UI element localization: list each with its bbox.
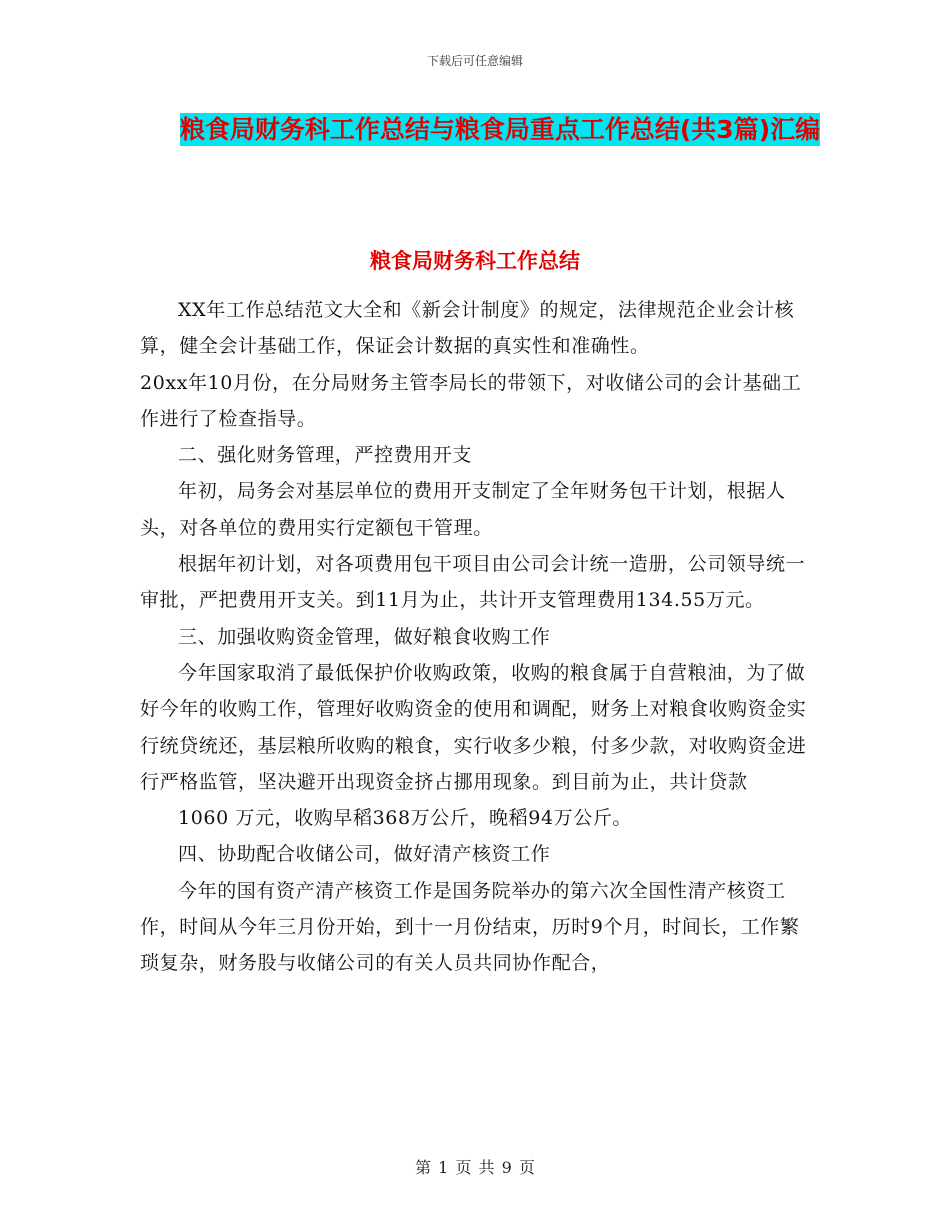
paragraph: 20xx年10月份，在分局财务主管李局长的带领下，对收储公司的会计基础工作进行了检查指导。 <box>140 371 802 430</box>
document-title-text: 粮食局财务科工作总结与粮食局重点工作总结(共3篇)汇编 <box>179 115 821 144</box>
paragraph: XX年工作总结范文大全和《新会计制度》的规定，法律规范企业会计核算，健全会计基础工作，保证会计数据的真实性和准确性。 <box>140 299 795 358</box>
paragraph-heading: 三、加强收购资金管理，做好粮食收购工作 <box>178 625 551 648</box>
paragraph: 今年国家取消了最低保护价收购政策，收购的粮食属于自营粮油，为了做好今年的收购工作，管理好收购资金的使用和调配，财务上对粮食收购资金实行统贷统还，基层粮所收购的粮食，实行收多少粮，付多少款，对收购资金进行严格监管，坚决避开出现资金挤占挪用现象。到目前为止，共计贷款 <box>140 661 807 793</box>
paragraph: 年初，局务会对基层单位的费用开支制定了全年财务包干计划，根据人头，对各单位的费用实行定额包干管理。 <box>140 480 786 539</box>
paragraph: 今年的国有资产清产核资工作是国务院举办的第六次全国性清产核资工作，时间从今年三月份开始，到十一月份结束，历时9个月，时间长，工作繁琐复杂，财务股与收储公司的有关人员共同协作配合， <box>140 879 800 975</box>
paragraph-heading: 四、协助配合收储公司，做好清产核资工作 <box>178 843 551 866</box>
section-title: 粮食局财务科工作总结 <box>370 249 580 273</box>
document-title <box>160 106 840 154</box>
paragraph-heading: 二、强化财务管理，严控费用开支 <box>178 444 473 467</box>
document-body <box>140 292 812 982</box>
paragraph: 1060 万元，收购早稻368万公斤，晚稻94万公斤。 <box>178 807 633 830</box>
page-number-footer: 第 1 页 共 9 页 <box>415 1158 535 1177</box>
paragraph: 根据年初计划，对各项费用包干项目由公司会计统一造册，公司领导统一审批，严把费用开支关。到11月为止，共计开支管理费用134.55万元。 <box>140 553 806 612</box>
header-note: 下载后可任意编辑 <box>426 54 523 68</box>
